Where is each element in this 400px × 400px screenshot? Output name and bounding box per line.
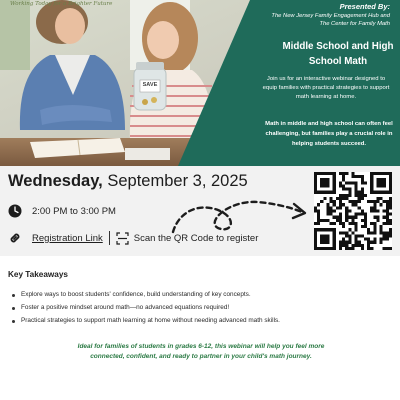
intro-text bbox=[250, 75, 400, 102]
event-time-row bbox=[8, 204, 116, 218]
presenter-line: The New Jersey Family Engagement Hub and bbox=[271, 13, 390, 19]
link-icon bbox=[8, 231, 22, 245]
event-weekday: Wednesday, bbox=[8, 172, 103, 190]
list-item: Explore ways to boost students' confidence, build understanding of key concepts. bbox=[10, 289, 390, 302]
registration-link[interactable]: Registration Link bbox=[32, 232, 103, 244]
section-title: Key Takeaways bbox=[8, 270, 68, 279]
emphasis-line: Math in middle and high school can often feel bbox=[265, 121, 393, 127]
qr-code[interactable] bbox=[314, 172, 392, 250]
presenters bbox=[210, 12, 390, 28]
key-takeaways-section bbox=[0, 256, 400, 400]
presenter-line: The Center for Family Math bbox=[319, 21, 390, 27]
emphasis-text bbox=[250, 119, 400, 149]
clock-icon bbox=[8, 204, 22, 218]
presented-by-label: Presented By: bbox=[339, 2, 390, 11]
emphasis-line: challenging, but families play a crucial role in bbox=[265, 131, 393, 137]
event-title bbox=[262, 39, 400, 69]
intro-line: Join us for an interactive webinar designed to bbox=[266, 76, 386, 82]
list-item: Foster a positive mindset around math—no advanced equations required! bbox=[10, 302, 390, 315]
dashed-arrow-icon bbox=[168, 188, 308, 238]
event-details bbox=[0, 166, 400, 256]
hero-panel bbox=[210, 0, 400, 166]
title-line: School Math bbox=[308, 56, 368, 67]
event-time: 2:00 PM to 3:00 PM bbox=[32, 205, 116, 217]
intro-line: equip families with practical strategies to support bbox=[262, 85, 390, 91]
scan-instructions: Scan the QR Code to register bbox=[133, 232, 259, 244]
title-line: Middle School and High bbox=[282, 41, 394, 52]
event-calendar-date: September 3, 2025 bbox=[107, 172, 248, 190]
emphasis-line: helping students succeed. bbox=[292, 141, 366, 147]
qr-scan-icon bbox=[116, 232, 129, 245]
closing-line: connected, confident, and ready to partner in your child's math journey. bbox=[90, 353, 312, 360]
takeaways-list bbox=[10, 289, 390, 327]
divider bbox=[109, 231, 110, 245]
list-item: Practical strategies to support math learning at home without needing advanced math skills. bbox=[10, 315, 390, 328]
closing-statement bbox=[36, 342, 366, 362]
jar-label: SAVE bbox=[142, 82, 158, 88]
intro-line: math learning at home. bbox=[295, 94, 357, 100]
tagline: Working Today for a Brighter Future bbox=[10, 1, 113, 7]
closing-line: Ideal for families of students in grades 6-12, this webinar will help you feel more bbox=[77, 343, 325, 350]
hero-banner bbox=[0, 0, 400, 166]
